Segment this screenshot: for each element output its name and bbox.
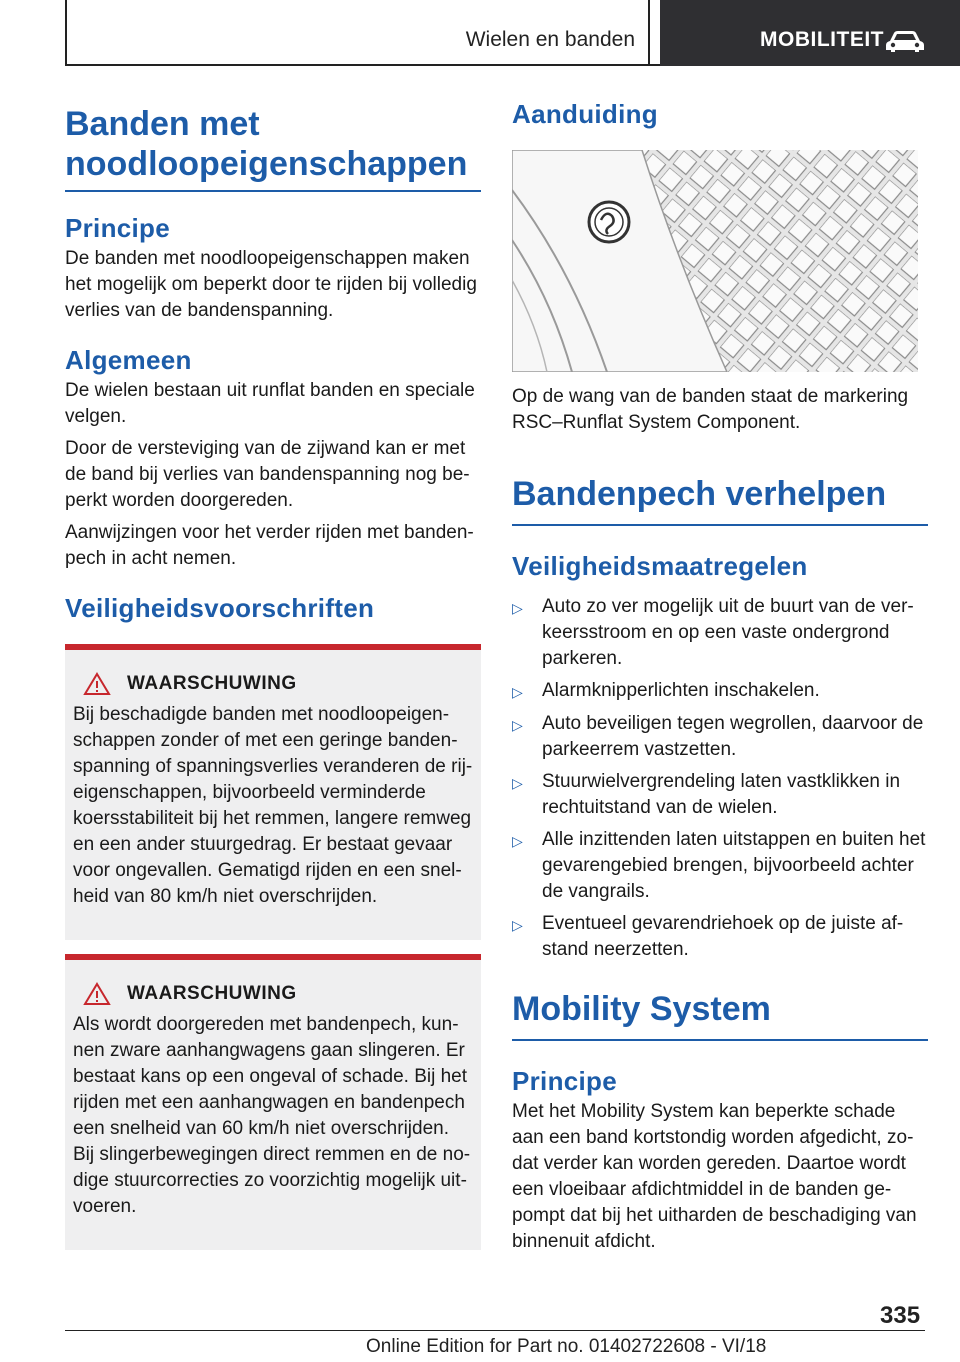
triangle-bullet-icon: ▷	[512, 717, 523, 733]
section-title-mobility: Mobility System	[512, 990, 771, 1028]
heading-veiligheidsvoorschriften: Veiligheidsvoorschriften	[65, 593, 375, 623]
triangle-bullet-icon: ▷	[512, 684, 523, 700]
list-item	[512, 711, 928, 763]
algemeen-text-1: De wielen bestaan uit runflat banden en speciale velgen.	[65, 380, 475, 427]
left-column	[65, 104, 481, 1250]
heading-aanduiding: Aanduiding	[512, 99, 658, 129]
heading-principe: Principe	[65, 213, 170, 243]
page-header	[0, 0, 960, 66]
heading-veiligheidsmaatregelen: Veiligheidsmaatregelen	[512, 551, 808, 581]
safety-measures-list	[512, 594, 928, 963]
section-title-bandenpech: Bandenpech verhelpen	[512, 475, 887, 513]
list-item	[512, 678, 928, 705]
warning-header	[73, 672, 473, 696]
warning-label: WAARSCHUWING	[127, 983, 297, 1004]
warning-box-1	[65, 644, 481, 940]
header-divider-left	[65, 0, 67, 66]
car-icon	[884, 28, 926, 54]
warning-triangle-icon	[83, 982, 111, 1006]
title-rule	[512, 1039, 928, 1041]
title-rule	[512, 524, 928, 526]
list-item-text: Eventueel gevarendriehoek op de juiste afstand neerzetten.	[542, 913, 904, 960]
heading-algemeen: Algemeen	[65, 345, 192, 375]
footer-edition: Online Edition for Part no. 01402722608 - VI/18	[366, 1336, 767, 1357]
page-number: 335	[880, 1302, 921, 1329]
aanduiding-caption: Op de wang van de banden staat de markering RSC–Runflat System Component.	[512, 386, 909, 433]
algemeen-text-2: Door de versteviging van de zijwand kan er met de band bij verlies van bandenspanning nog beperkt worden doorgereden.	[65, 438, 470, 511]
list-item	[512, 911, 928, 963]
tire-rsc-marking-image	[512, 150, 918, 372]
warning-text-2: Als wordt doorgereden met bandenpech, kunnen zware aanhangwagens gaan slingeren. Er bestaat kans op een ongeval of schade. Bij het rijden met een aanhangwagen en bandenpech een snelheid van 60 km/h niet overschrijden. Bij slingerbewegingen direct remmen en de nodige stuurcorrecties zo voorzichtig mogelijk uitvoeren.	[73, 1014, 471, 1217]
warning-text-1: Bij beschadigde banden met noodloopeigenschappen zonder of met een geringe bandenspanning of spanningsverlies veranderen de rijeigenschappen, bijvoorbeeld verminderde koersstabiliteit bij het remmen, langere remweg en een ander stuurgedrag. Er bestaat gevaar voor ongevallen. Gematigd rijden en een snelheid van 80 km/h niet overschrijden.	[73, 704, 473, 907]
header-section-title: Wielen en banden	[465, 28, 635, 51]
list-item-text: Alle inzittenden laten uitstappen en buiten het gevarengebied brengen, bijvoorbeeld achter de vangrails.	[542, 829, 926, 902]
list-item	[512, 594, 928, 672]
rsc-logo	[589, 202, 629, 242]
warning-header	[73, 982, 473, 1006]
list-item	[512, 827, 928, 905]
list-item-text: Auto zo ver mogelijk uit de buurt van de verkeersstroom en op een vaste ondergrond parkeren.	[542, 596, 914, 669]
triangle-bullet-icon: ▷	[512, 917, 523, 933]
list-item-text: Alarmknipperlichten inschakelen.	[542, 680, 820, 701]
title-rule	[65, 190, 481, 192]
warning-label: WAARSCHUWING	[127, 673, 297, 694]
heading-mobility-principe: Principe	[512, 1066, 617, 1096]
header-underline	[65, 64, 660, 66]
list-item-text: Stuurwielvergrendeling laten vastklikken in rechtuitstand van de wielen.	[542, 771, 901, 818]
right-column	[512, 98, 928, 1255]
principe-text: De banden met noodloopeigenschappen maken het mogelijk om beperkt door te rijden bij volledig verlies van de bandenspanning.	[65, 248, 477, 321]
tire-sidewall-illustration	[512, 150, 918, 372]
header-divider-mid	[648, 0, 650, 66]
list-item	[512, 769, 928, 821]
triangle-bullet-icon: ▷	[512, 775, 523, 791]
algemeen-text-3: Aanwijzingen voor het verder rijden met bandenpech in acht nemen.	[65, 522, 474, 569]
triangle-bullet-icon: ▷	[512, 833, 523, 849]
list-item-text: Auto beveiligen tegen wegrollen, daarvoor de parkeerrem vastzetten.	[542, 713, 924, 760]
warning-box-2	[65, 954, 481, 1250]
warning-triangle-icon	[83, 672, 111, 696]
header-chapter-label: MOBILITEIT	[760, 28, 884, 51]
mobility-text: Met het Mobility System kan beperkte schade aan een band kortstondig worden afgedicht, zodat verder kan worden gereden. Daartoe wordt een vloeibaar afdichtmiddel in de banden gepompt dat bij het uitharden de beschadiging van binnenuit afdicht.	[512, 1101, 917, 1252]
triangle-bullet-icon: ▷	[512, 600, 523, 616]
footer-rule	[65, 1330, 925, 1331]
section-title-runflat: Banden met noodloopeigenschappen	[65, 105, 468, 183]
